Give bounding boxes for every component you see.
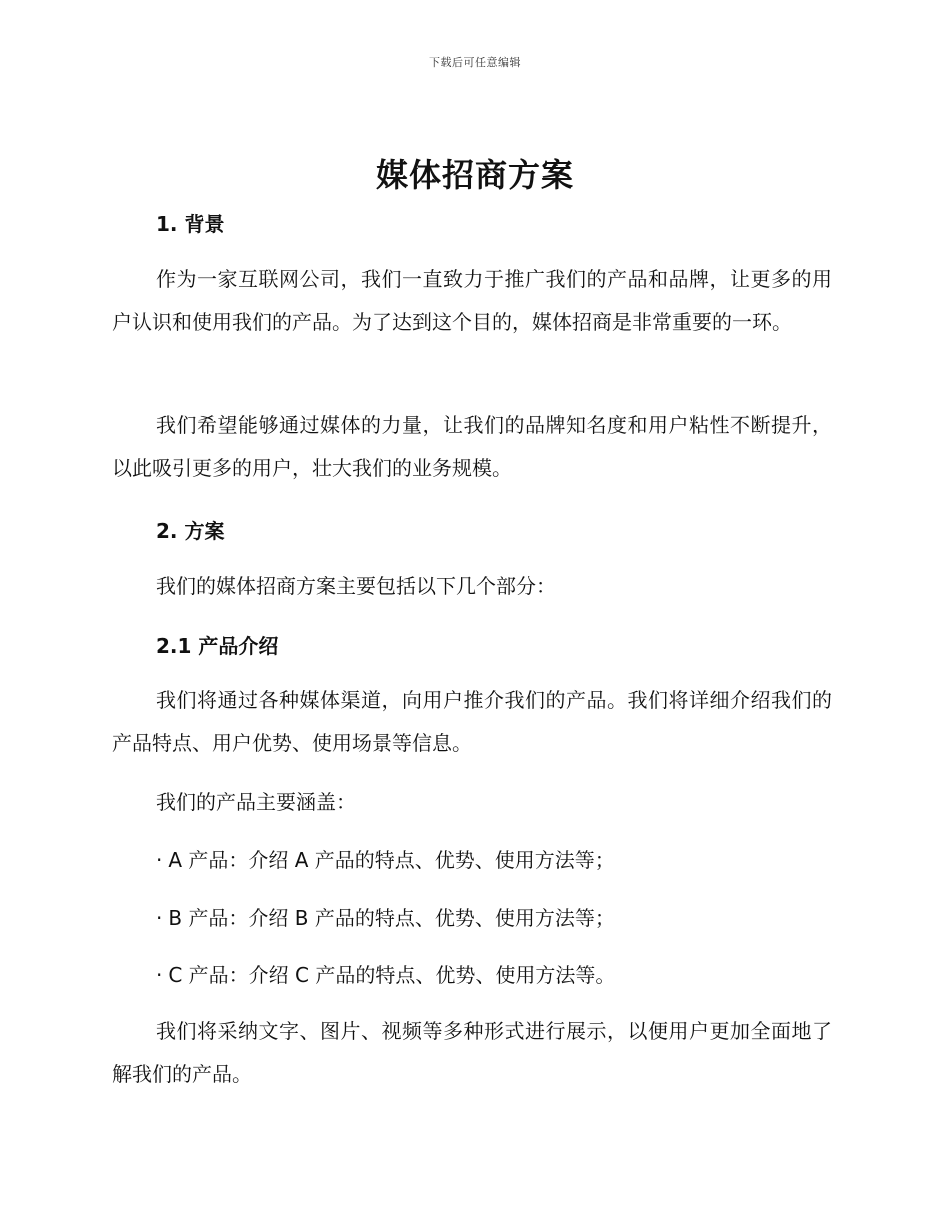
product-intro-paragraph-2: 我们将采纳文字、图片、视频等多种形式进行展示，以便用户更加全面地了解我们的产品。: [112, 1019, 832, 1086]
bullet-icon: ·: [156, 963, 163, 987]
product-intro-paragraph-1: 我们将通过各种媒体渠道，向用户推介我们的产品。我们将详细介绍我们的产品特点、用户优势、使用场景等信息。: [112, 688, 832, 755]
list-item: [156, 846, 615, 874]
background-paragraph-1: 作为一家互联网公司，我们一直致力于推广我们的产品和品牌，让更多的用户认识和使用我们的产品。为了达到这个目的，媒体招商是非常重要的一环。: [112, 267, 832, 334]
section-heading-background: 1. 背景: [156, 212, 225, 236]
bullet-icon: ·: [156, 906, 163, 930]
bullet-icon: ·: [156, 848, 163, 872]
header-note: 下载后可任意编辑: [429, 56, 521, 69]
list-item-text: C 产品：介绍 C 产品的特点、优势、使用方法等。: [168, 963, 616, 987]
section-heading-plan: 2. 方案: [156, 519, 225, 543]
background-paragraph-2: 我们希望能够通过媒体的力量，让我们的品牌知名度和用户粘性不断提升，以此吸引更多的用户，壮大我们的业务规模。: [112, 413, 832, 480]
list-item-text: A 产品：介绍 A 产品的特点、优势、使用方法等；: [168, 848, 615, 872]
document-title: 媒体招商方案: [375, 156, 574, 194]
product-coverage-label: 我们的产品主要涵盖：: [156, 790, 356, 814]
section-heading-product-intro: 2.1 产品介绍: [156, 634, 279, 658]
list-item: [156, 904, 615, 932]
list-item-text: B 产品：介绍 B 产品的特点、优势、使用方法等；: [168, 906, 615, 930]
list-item: [156, 961, 615, 989]
plan-intro: 我们的媒体招商方案主要包括以下几个部分：: [156, 574, 556, 598]
